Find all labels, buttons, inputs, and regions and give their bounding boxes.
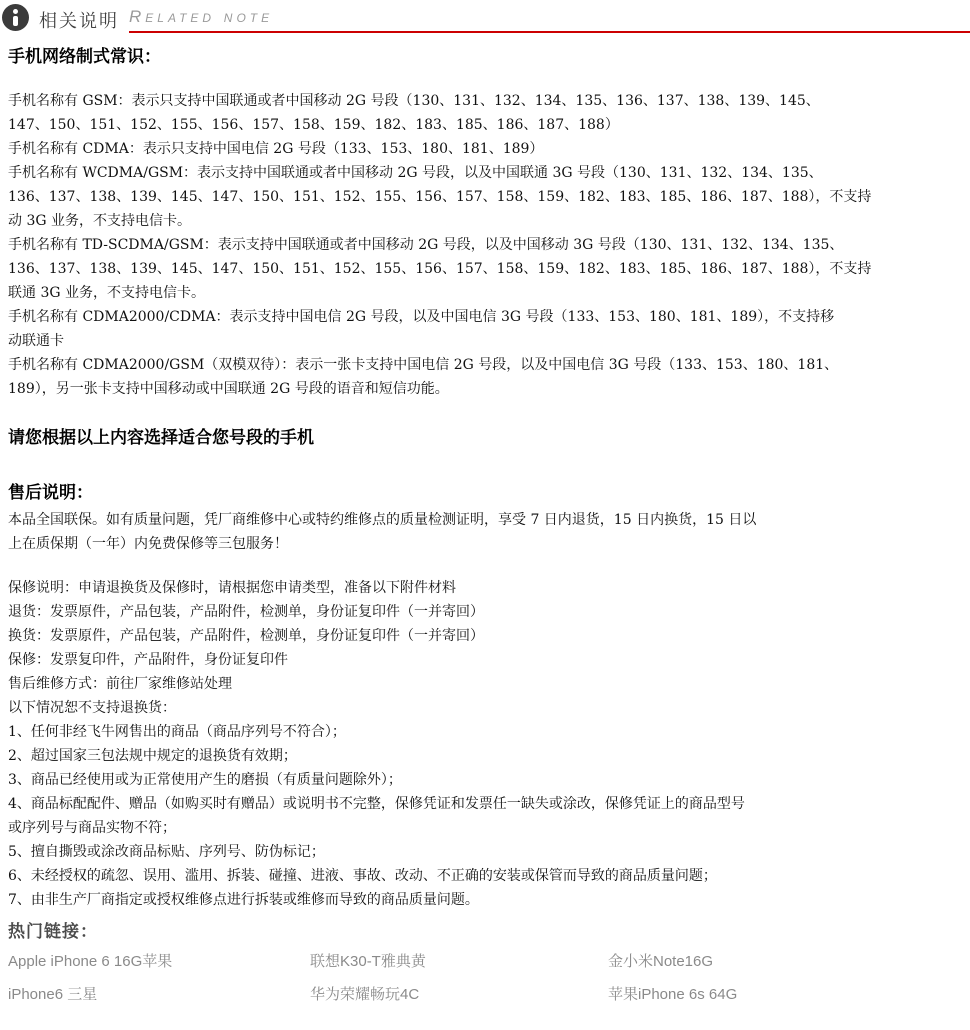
network-line: 手机名称有 CDMA2000/GSM（双模双待）：表示一张卡支持中国电信 2G 号段，以及中国电信 3G 号段（133、153、180、181、 [8,357,839,373]
hot-link-xiaomi-note-16g[interactable]: 金小米Note16G [608,953,714,970]
policy-line: 1、任何非经飞牛网售出的商品（商品序列号不符合）； [8,724,346,740]
hot-link-iphone6-samsung[interactable]: iPhone6 三星 [8,986,98,1003]
policy-line: 6、未经授权的疏忽、误用、滥用、拆装、碰撞、进液、事故、改动、不正确的安装或保管而导致的商品质量问题； [8,868,717,884]
section-title: 相关说明 [39,11,119,31]
policy-line: 4、商品标配配件、赠品（如购买时有赠品）或说明书不完整，保修凭证和发票任一缺失或涂改，保修凭证上的商品型号 [8,796,745,812]
network-line: 手机名称有 CDMA：表示只支持中国电信 2G 号段（133、153、180、181、189） [8,141,544,157]
network-line: 147、150、151、152、155、156、157、158、159、182、183、185、186、187、188） [8,117,619,133]
policy-line: 2、超过国家三包法规中规定的退换货有效期； [8,748,297,764]
policy-line: 退货：发票原件，产品包装，产品附件，检测单，身份证复印件（一并寄回） [8,604,484,620]
policy-line: 保修：发票复印件，产品附件，身份证复印件 [8,652,288,668]
hot-links-grid [8,951,970,1005]
network-text-block [8,89,970,401]
network-heading: 手机网络制式常识： [8,47,161,67]
policy-line: 售后维修方式：前往厂家维修站处理 [8,676,232,692]
hot-links-heading: 热门链接： [8,922,98,941]
network-line: 136、137、138、139、145、147、150、151、152、155、156、157、158、159、182、183、185、186、187、188），不支持 [8,261,872,277]
network-line: 联通 3G 业务，不支持电信卡。 [8,285,205,301]
network-line: 手机名称有 GSM：表示只支持中国联通或者中国移动 2G 号段（130、131、132、134、135、136、137、138、139、145、 [8,93,820,109]
network-line: 动 3G 业务，不支持电信卡。 [8,213,191,229]
policy-line: 以下情况恕不支持退换货： [8,700,176,716]
hot-link-apple-iphone6-16g[interactable]: Apple iPhone 6 16G苹果 [8,953,173,970]
network-line: 136、137、138、139、145、147、150、151、152、155、156、157、158、159、182、183、185、186、187、188），不支持 [8,189,872,205]
network-line: 动联通卡 [8,333,64,349]
policy-line: 保修说明：申请退换货及保修时，请根据您申请类型，准备以下附件材料 [8,580,456,596]
policy-line: 5、擅自撕毁或涂改商品标贴、序列号、防伪标记； [8,844,325,860]
policy-line: 或序列号与商品实物不符； [8,820,176,836]
policy-line: 7、由非生产厂商指定或授权维修点进行拆装或维修而导致的商品质量问题。 [8,892,479,908]
warranty-line: 上在质保期（一年）内免费保修等三包服务！ [8,536,288,552]
network-line: 189），另一张卡支持中国移动或中国联通 2G 号段的语音和短信功能。 [8,381,449,397]
network-line: 手机名称有 TD-SCDMA/GSM：表示支持中国联通或者中国移动 2G 号段，以及中国移动 3G 号段（130、131、132、134、135、 [8,237,844,253]
hot-link-huawei-honor-4c[interactable]: 华为荣耀畅玩4C [310,986,420,1003]
aftersales-heading: 售后说明： [8,483,93,503]
info-icon [2,4,29,31]
warranty-text-block [8,508,970,556]
info-icon-dot [13,9,18,14]
info-icon-stem [13,16,18,26]
advice-heading: 请您根据以上内容选择适合您号段的手机 [8,428,314,448]
hot-link-apple-iphone6s-64g[interactable]: 苹果iPhone 6s 64G [608,986,738,1003]
policy-line: 换货：发票原件，产品包装，产品附件，检测单，身份证复印件（一并寄回） [8,628,484,644]
section-subtitle: Related note [129,7,274,26]
warranty-line: 本品全国联保。如有质量问题，凭厂商维修中心或特约维修点的质量检测证明，享受 7 日内退货，15 日内换货，15 日以 [8,512,757,528]
section-underline [129,4,970,33]
section-header [2,4,970,34]
network-line: 手机名称有 CDMA2000/CDMA：表示支持中国电信 2G 号段，以及中国电信 3G 号段（133、153、180、181、189），不支持移 [8,309,835,325]
policy-text-block [8,576,970,912]
hot-link-lenovo-k30t[interactable]: 联想K30-T雅典黄 [310,953,426,970]
network-line: 手机名称有 WCDMA/GSM：表示支持中国联通或者中国移动 2G 号段，以及中国联通 3G 号段（130、131、132、134、135、 [8,165,823,181]
policy-line: 3、商品已经使用或为正常使用产生的磨损（有质量问题除外）； [8,772,402,788]
